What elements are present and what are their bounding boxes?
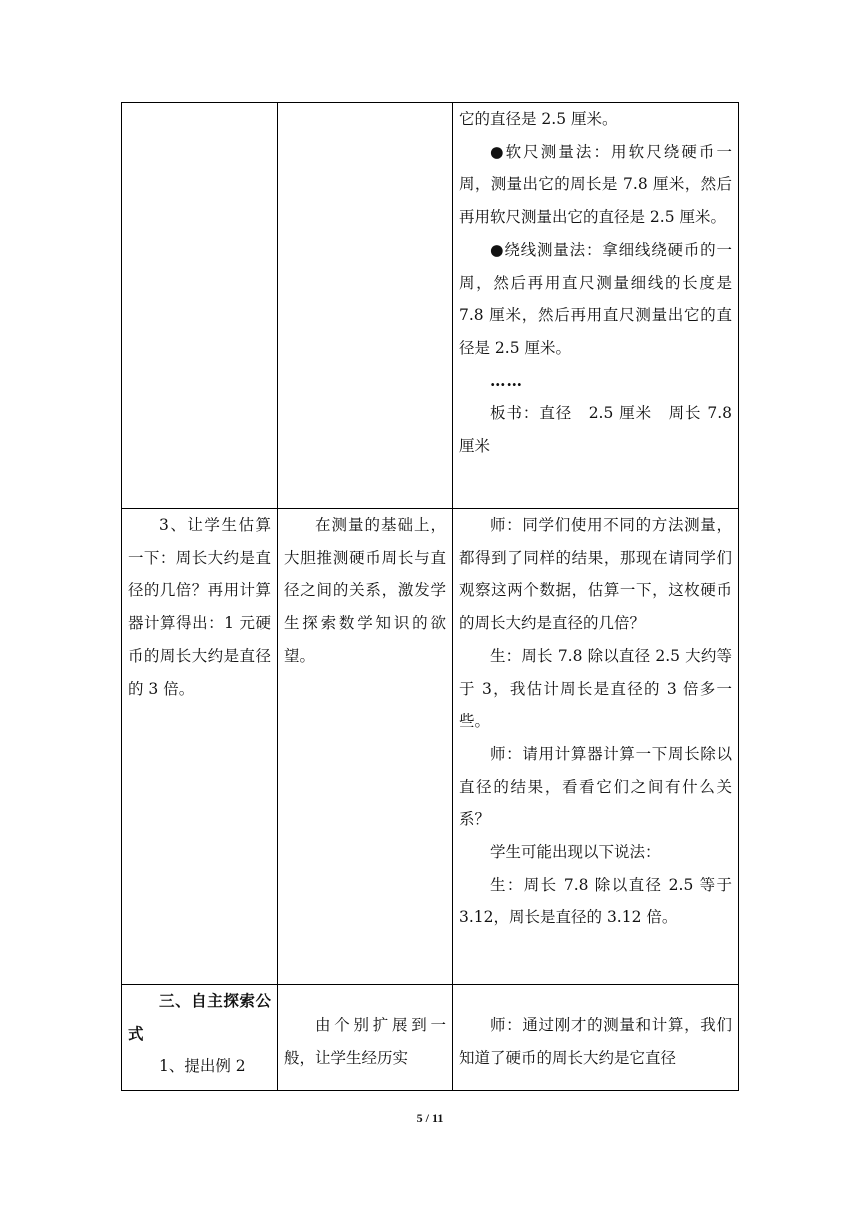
ellipsis: …… xyxy=(490,370,523,390)
step-item: 1、提出例 2 xyxy=(159,1057,246,1076)
table-cell xyxy=(453,103,739,509)
paragraph: 生：周长 7.8 除以直径 2.5 大约等于 3，我估计周长是直径的 3 倍多一些。 xyxy=(459,646,732,731)
table-cell xyxy=(278,103,453,509)
paragraph: 师：请用计算器计算一下周长除以直径的结果，看看它们之间有什么关系？ xyxy=(459,744,732,829)
page-number: 5 / 11 xyxy=(416,1111,444,1125)
table-cell xyxy=(278,985,453,1091)
section-heading: 三、自主探索公式 xyxy=(128,991,271,1043)
table-cell xyxy=(122,985,278,1091)
paragraph: 师：同学们使用不同的方法测量，都得到了同样的结果，那现在请同学们观察这两个数据，估算一下，这枚硬币的周长大约是直径的几倍？ xyxy=(459,516,732,633)
paragraph: ●软尺测量法：用软尺绕硬币一周，测量出它的周长是 7.8 厘米，然后再用软尺测量出它的直径是 2.5 厘米。 xyxy=(459,142,732,227)
table-cell xyxy=(453,985,739,1091)
table-cell xyxy=(122,103,278,509)
table-cell xyxy=(122,509,278,985)
paragraph: 它的直径是 2.5 厘米。 xyxy=(459,110,618,128)
paragraph: 生：周长 7.8 除以直径 2.5 等于 3.12，周长是直径的 3.12 倍。 xyxy=(459,875,732,927)
table-row xyxy=(122,509,739,985)
step-description: 3、让学生估算一下：周长大约是直径的几倍？再用计算器计算得出：1 元硬币的周长大约是直径的 3 倍。 xyxy=(128,516,271,698)
paragraph: ●绕线测量法：拿细线绕硬币的一周，然后再用直尺测量细线的长度是 7.8 厘米，然后再用直尺测量出它的直径是 2.5 厘米。 xyxy=(459,240,732,357)
design-intent: 由个别扩展到一般，让学生经历实 xyxy=(284,1016,446,1067)
lesson-plan-table xyxy=(121,102,739,1091)
blackboard-note: 板书：直径 2.5 厘米 周长 7.8 厘米 xyxy=(459,404,732,456)
paragraph: 师：通过刚才的测量和计算，我们知道了硬币的周长大约是它直径 xyxy=(459,1016,732,1067)
table-cell xyxy=(453,509,739,985)
table-row xyxy=(122,985,739,1091)
table-cell xyxy=(278,509,453,985)
paragraph: 学生可能出现以下说法： xyxy=(490,843,661,862)
table-row xyxy=(122,103,739,509)
design-intent: 在测量的基础上，大胆推测硬币周长与直径之间的关系，激发学生探索数学知识的欲望。 xyxy=(284,516,446,665)
